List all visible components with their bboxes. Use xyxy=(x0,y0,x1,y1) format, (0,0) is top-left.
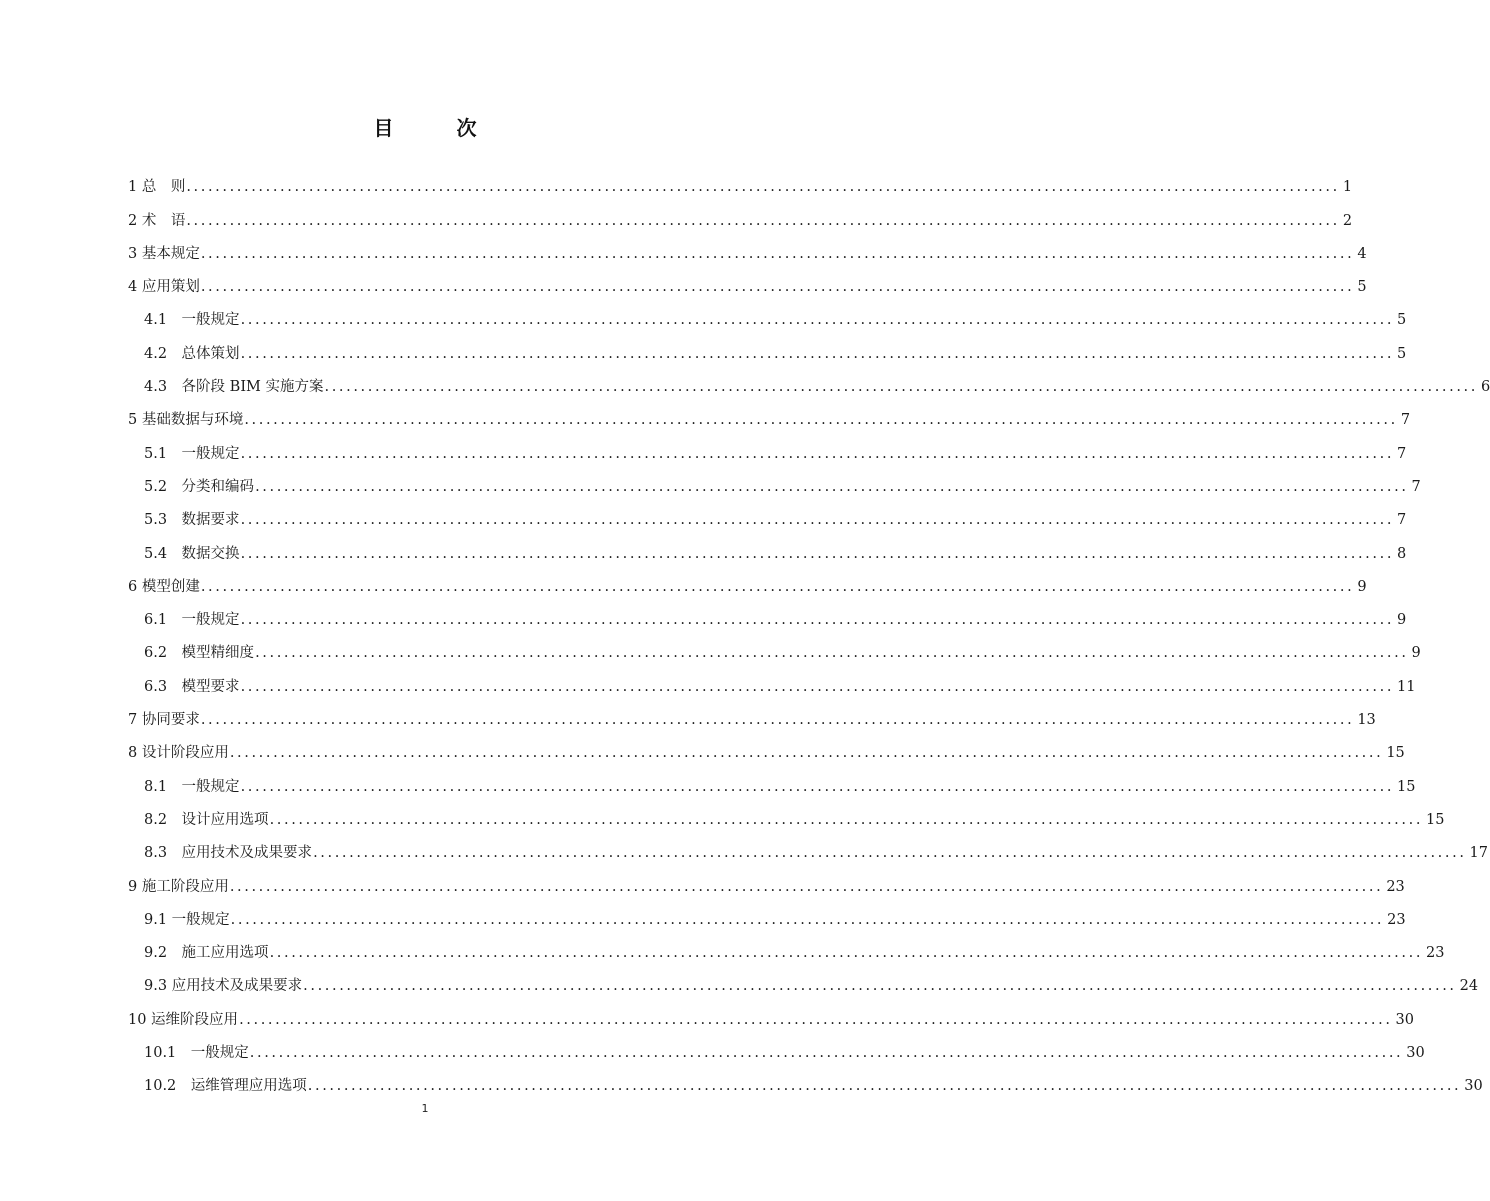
toc-entry[interactable] xyxy=(128,330,1407,363)
toc-dot-leader: ................................................................................................................................................................ xyxy=(200,712,1355,729)
toc-entry-page: 9 xyxy=(1397,612,1407,629)
toc-entry[interactable] xyxy=(128,697,1376,730)
toc-entry-label: 9.3 应用技术及成果要求 xyxy=(144,978,303,995)
toc-entry[interactable] xyxy=(128,663,1416,696)
toc-entry-page: 4 xyxy=(1357,245,1367,262)
toc-entry-page: 6 xyxy=(1480,379,1490,396)
toc-dot-leader: ................................................................................................................................................................ xyxy=(240,312,1395,329)
toc-entry[interactable] xyxy=(128,430,1407,463)
toc-entry-page: 30 xyxy=(1395,1011,1414,1028)
toc-entry-page: 5 xyxy=(1397,345,1407,362)
toc-dot-leader: ................................................................................................................................................................ xyxy=(240,545,1395,562)
toc-entry-label: 5.1 一般规定 xyxy=(144,445,240,462)
toc-entry-label: 6.3 模型要求 xyxy=(144,678,240,695)
toc-entry-page: 23 xyxy=(1426,945,1445,962)
toc-entry-label: 9 施工阶段应用 xyxy=(128,878,229,895)
toc-entry[interactable] xyxy=(128,364,1490,397)
toc-entry-page: 30 xyxy=(1406,1045,1425,1062)
toc-entry-page: 23 xyxy=(1386,878,1405,895)
toc-dot-leader: ................................................................................................................................................................ xyxy=(230,911,1385,928)
toc-entry-label: 5 基础数据与环境 xyxy=(128,412,244,429)
toc-entry[interactable] xyxy=(128,763,1416,796)
toc-dot-leader: ................................................................................................................................................................ xyxy=(269,945,1424,962)
toc-entry-label: 1 总 则 xyxy=(128,179,186,196)
toc-entry-label: 10.2 运维管理应用选项 xyxy=(144,1078,307,1095)
toc-dot-leader: ................................................................................................................................................................ xyxy=(239,1011,1393,1028)
toc-entry[interactable] xyxy=(128,464,1421,497)
toc-entry[interactable] xyxy=(128,863,1405,896)
toc-dot-leader: ................................................................................................................................................................ xyxy=(244,412,1398,429)
toc-entry-label: 4.3 各阶段 BIM 实施方案 xyxy=(144,379,324,396)
toc-entry-page: 17 xyxy=(1469,845,1488,862)
toc-entry-page: 11 xyxy=(1397,678,1416,695)
toc-entry-label: 4.1 一般规定 xyxy=(144,312,240,329)
toc-entry-page: 30 xyxy=(1464,1078,1483,1095)
toc-entry[interactable] xyxy=(128,1030,1425,1063)
toc-entry-label: 8 设计阶段应用 xyxy=(128,745,229,762)
toc-entry-page: 13 xyxy=(1357,712,1376,729)
toc-entry-label: 6.2 模型精细度 xyxy=(144,645,255,662)
toc-entry-page: 7 xyxy=(1400,412,1411,429)
toc-entry-label: 5.3 数据要求 xyxy=(144,512,240,529)
toc-dot-leader: ................................................................................................................................................................ xyxy=(303,978,1457,995)
toc-entry[interactable] xyxy=(128,897,1406,930)
toc-entry[interactable] xyxy=(128,497,1407,530)
toc-entry-page: 7 xyxy=(1397,512,1407,529)
toc-dot-leader: ................................................................................................................................................................ xyxy=(229,745,1384,762)
toc-entry[interactable] xyxy=(128,564,1367,597)
toc-dot-leader: ................................................................................................................................................................ xyxy=(229,878,1384,895)
toc-dot-leader: ................................................................................................................................................................ xyxy=(255,645,1409,662)
toc-entry[interactable] xyxy=(128,264,1367,297)
toc-dot-leader: ................................................................................................................................................................ xyxy=(240,445,1395,462)
toc-entry-page: 7 xyxy=(1397,445,1407,462)
toc-entry-label: 7 协同要求 xyxy=(128,712,200,729)
toc-entry[interactable] xyxy=(128,1063,1483,1096)
toc-entry[interactable] xyxy=(128,797,1445,830)
toc-dot-leader: ................................................................................................................................................................ xyxy=(240,512,1395,529)
toc-entry-label: 3 基本规定 xyxy=(128,245,200,262)
toc-entry-page: 8 xyxy=(1397,545,1407,562)
toc-entry-label: 9.1 一般规定 xyxy=(144,911,230,928)
toc-dot-leader: ................................................................................................................................................................ xyxy=(186,212,1340,229)
toc-entry[interactable] xyxy=(128,730,1405,763)
toc-dot-leader: ................................................................................................................................................................ xyxy=(200,578,1355,595)
toc-entry-page: 9 xyxy=(1357,578,1367,595)
table-of-contents xyxy=(128,164,1490,1096)
toc-dot-leader: ................................................................................................................................................................ xyxy=(269,811,1424,828)
toc-entry-page: 24 xyxy=(1459,978,1479,995)
toc-entry[interactable] xyxy=(128,630,1421,663)
toc-entry-label: 9.2 施工应用选项 xyxy=(144,945,269,962)
toc-entry[interactable] xyxy=(128,930,1445,963)
toc-entry[interactable] xyxy=(128,830,1488,863)
toc-entry-page: 15 xyxy=(1386,745,1405,762)
toc-dot-leader: ................................................................................................................................................................ xyxy=(186,179,1340,196)
toc-entry[interactable] xyxy=(128,297,1407,330)
toc-entry[interactable] xyxy=(128,231,1367,264)
toc-entry[interactable] xyxy=(128,397,1411,430)
toc-dot-leader: ................................................................................................................................................................ xyxy=(200,279,1355,296)
toc-entry-label: 4 应用策划 xyxy=(128,279,200,296)
toc-entry-page: 5 xyxy=(1397,312,1407,329)
toc-entry-label: 5.2 分类和编码 xyxy=(144,478,255,495)
toc-entry-page: 2 xyxy=(1342,212,1353,229)
toc-entry-page: 9 xyxy=(1411,645,1421,662)
toc-entry-label: 6.1 一般规定 xyxy=(144,612,240,629)
toc-entry-page: 7 xyxy=(1411,478,1421,495)
toc-dot-leader: ................................................................................................................................................................ xyxy=(249,1045,1404,1062)
toc-entry-label: 2 术 语 xyxy=(128,212,186,229)
toc-entry-label: 10 运维阶段应用 xyxy=(128,1011,239,1028)
toc-entry-page: 15 xyxy=(1397,778,1416,795)
toc-entry-label: 8.2 设计应用选项 xyxy=(144,811,269,828)
toc-dot-leader: ................................................................................................................................................................ xyxy=(240,345,1395,362)
toc-dot-leader: ................................................................................................................................................................ xyxy=(255,478,1409,495)
toc-entry[interactable] xyxy=(128,963,1479,996)
toc-entry[interactable] xyxy=(128,197,1353,230)
page-number: 1 xyxy=(421,1102,429,1115)
toc-entry-page: 15 xyxy=(1426,811,1445,828)
toc-dot-leader: ................................................................................................................................................................ xyxy=(200,245,1355,262)
toc-dot-leader: ................................................................................................................................................................ xyxy=(240,678,1395,695)
toc-entry-label: 10.1 一般规定 xyxy=(144,1045,249,1062)
toc-entry-label: 8.3 应用技术及成果要求 xyxy=(144,845,313,862)
toc-entry-label: 8.1 一般规定 xyxy=(144,778,240,795)
toc-entry-label: 5.4 数据交换 xyxy=(144,545,240,562)
toc-entry-label: 6 模型创建 xyxy=(128,578,200,595)
toc-dot-leader: ................................................................................................................................................................ xyxy=(240,778,1395,795)
toc-dot-leader: ................................................................................................................................................................ xyxy=(324,379,1478,396)
toc-entry[interactable] xyxy=(128,996,1414,1029)
page-title: 目 次 xyxy=(373,116,505,140)
toc-dot-leader: ................................................................................................................................................................ xyxy=(307,1078,1462,1095)
toc-entry-page: 5 xyxy=(1357,279,1367,296)
toc-dot-leader: ................................................................................................................................................................ xyxy=(313,845,1467,862)
toc-dot-leader: ................................................................................................................................................................ xyxy=(240,612,1395,629)
toc-entry-page: 23 xyxy=(1387,911,1406,928)
toc-entry-label: 4.2 总体策划 xyxy=(144,345,240,362)
toc-entry[interactable] xyxy=(128,597,1407,630)
toc-entry[interactable] xyxy=(128,164,1353,197)
toc-entry-page: 1 xyxy=(1342,179,1353,196)
toc-entry[interactable] xyxy=(128,530,1407,563)
